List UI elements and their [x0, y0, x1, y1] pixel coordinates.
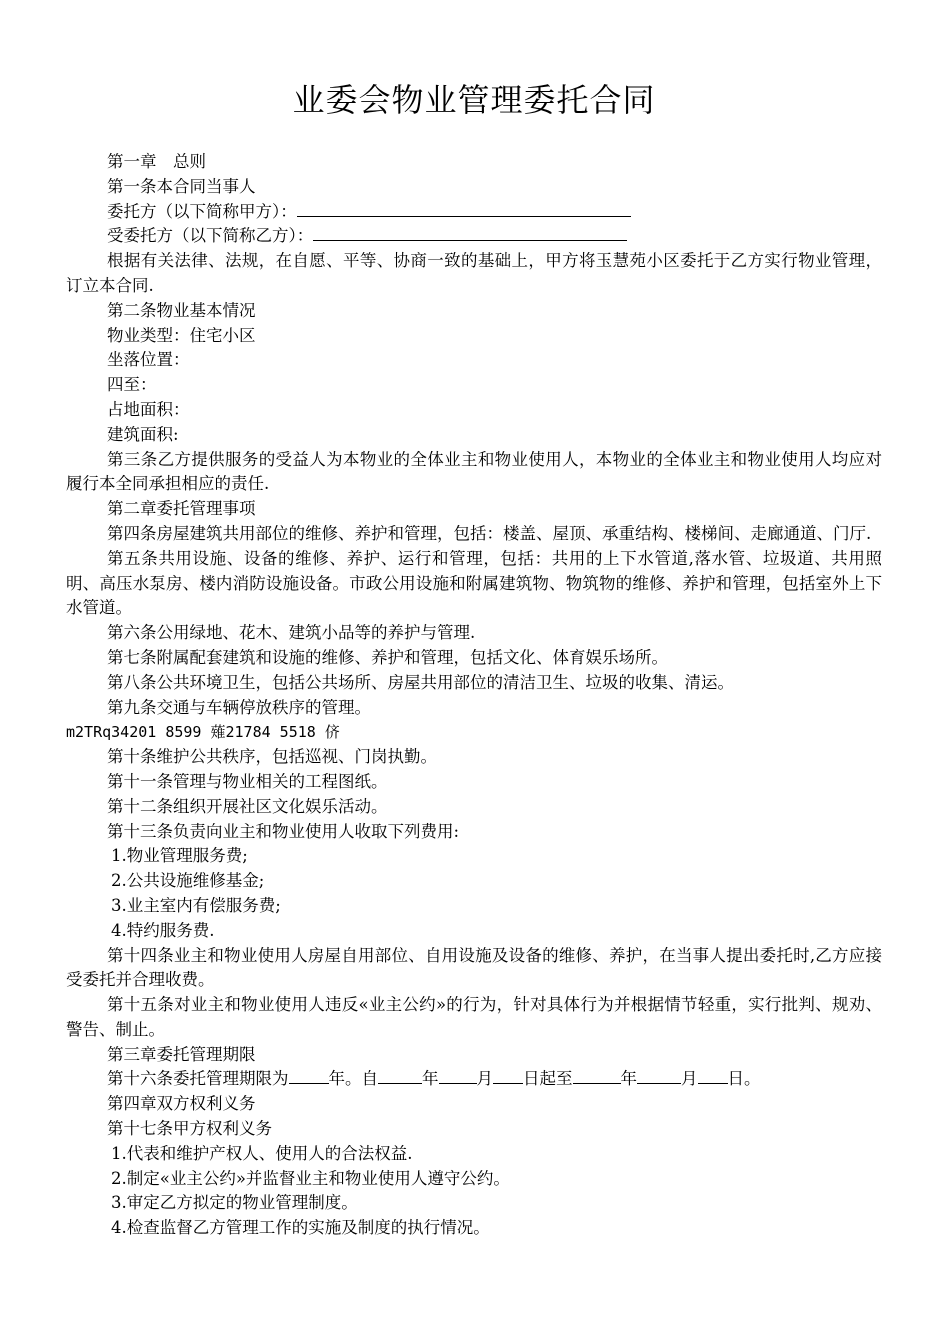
term-line — [66, 1067, 882, 1092]
right-item: 1.代表和维护产权人、使用人的合法权益. — [111, 1143, 413, 1163]
article-heading: 第二条物业基本情况 — [107, 300, 256, 320]
term-text: 第十六条委托管理期限为 — [107, 1069, 289, 1089]
chapter-heading: 第二章委托管理事项 — [107, 499, 256, 519]
term-years-blank — [289, 1067, 329, 1084]
property-boundaries: 四至： — [107, 375, 157, 395]
article-line: 第九条交通与车辆停放秩序的管理。 — [107, 697, 371, 717]
party-a-label: 委托方（以下简称甲方）： — [107, 201, 297, 221]
chapter-heading: 第三章委托管理期限 — [107, 1044, 256, 1064]
party-a-line — [66, 200, 882, 225]
article-paragraph: 第四条房屋建筑共用部位的维修、养护和管理，包括：楼盖、屋顶、承重结构、楼梯间、走廊通道、门厅. — [107, 523, 872, 543]
right-item: 2.制定«业主公约»并监督业主和物业使用人遵守公约。 — [111, 1168, 510, 1188]
property-building-area: 建筑面积: — [107, 424, 179, 444]
intro-paragraph: 根据有关法律、法规，在自愿、平等、协商一致的基础上，甲方将玉慧苑小区委托于乙方实行物业管理，订立本合同. — [66, 251, 882, 295]
garbled-line: m2TRq34201 8599 薙21784 5518 侪 — [66, 723, 340, 742]
end-year-blank — [573, 1067, 621, 1084]
term-text: 日。 — [727, 1069, 761, 1089]
document-title: 业委会物业管理委托合同 — [292, 81, 656, 119]
term-text: 日起至 — [523, 1069, 573, 1089]
article-paragraph: 第五条共用设施、设备的维修、养护、运行和管理，包括：共用的上下水管道,落水管、垃圾道、共用照明、高压水泵房、楼内消防设施设备。市政公用设施和附属建筑物、物筑物的维修、养护和管理，包括室外上下水管道。 — [66, 548, 882, 618]
article-line: 第十条维护公共秩序，包括巡视、门岗执勤。 — [107, 747, 437, 767]
article-paragraph: 第十五条对业主和物业使用人违反«业主公约»的行为，针对具体行为并根据情节轻重，实行批判、规劝、警告、制止。 — [66, 995, 882, 1039]
party-a-blank — [297, 200, 631, 217]
property-location: 坐落位置： — [107, 350, 190, 370]
property-type: 物业类型：住宅小区 — [107, 325, 256, 345]
contract-page — [66, 0, 882, 1241]
term-text: 年 — [620, 1069, 637, 1089]
term-text: 月 — [476, 1069, 493, 1089]
fee-item: 4.特约服务费. — [111, 920, 215, 940]
article-line: 第十一条管理与物业相关的工程图纸。 — [107, 771, 388, 791]
article-line: 第八条公共环境卫生，包括公共场所、房屋共用部位的清洁卫生、垃圾的收集、清运。 — [107, 672, 734, 692]
right-item: 3.审定乙方拟定的物业管理制度。 — [111, 1193, 358, 1213]
article-paragraph: 第十四条业主和物业使用人房屋自用部位、自用设施及设备的维修、养护，在当事人提出委托时,乙方应接受委托并合理收费。 — [66, 945, 882, 990]
start-month-blank — [439, 1067, 477, 1084]
end-month-blank — [637, 1067, 681, 1084]
term-text: 年 — [422, 1069, 439, 1089]
party-b-label: 受委托方（以下简称乙方）： — [107, 226, 314, 246]
article-line: 第七条附属配套建筑和设施的维修、养护和管理，包括文化、体育娱乐场所。 — [107, 647, 668, 667]
article-line: 第六条公用绿地、花木、建筑小品等的养护与管理. — [107, 623, 476, 643]
article-paragraph: 第三条乙方提供服务的受益人为本物业的全体业主和物业使用人，本物业的全体业主和物业使用人均应对履行本全同承担相应的责任. — [66, 449, 882, 494]
article-heading: 第十七条甲方权利义务 — [107, 1119, 272, 1139]
article-line: 第十三条负责向业主和物业使用人收取下列费用: — [107, 821, 460, 841]
fee-item: 1.物业管理服务费; — [111, 846, 248, 866]
property-land-area: 占地面积： — [107, 399, 190, 419]
chapter-heading: 第四章双方权利义务 — [107, 1094, 256, 1114]
party-b-blank — [313, 224, 627, 241]
right-item: 4.检查监督乙方管理工作的实施及制度的执行情况。 — [111, 1218, 490, 1238]
fee-item: 3.业主室内有偿服务费; — [111, 895, 281, 915]
article-line: 第十二条组织开展社区文化娱乐活动。 — [107, 796, 388, 816]
article-heading: 第一条本合同当事人 — [107, 176, 256, 196]
party-b-line — [66, 224, 882, 249]
term-text: 月 — [681, 1069, 698, 1089]
start-year-blank — [378, 1067, 422, 1084]
end-day-blank — [698, 1067, 728, 1084]
start-day-blank — [493, 1067, 523, 1084]
fee-item: 2.公共设施维修基金; — [111, 871, 265, 891]
chapter-heading: 第一章 总则 — [107, 152, 206, 171]
term-text: 年。自 — [328, 1069, 378, 1089]
